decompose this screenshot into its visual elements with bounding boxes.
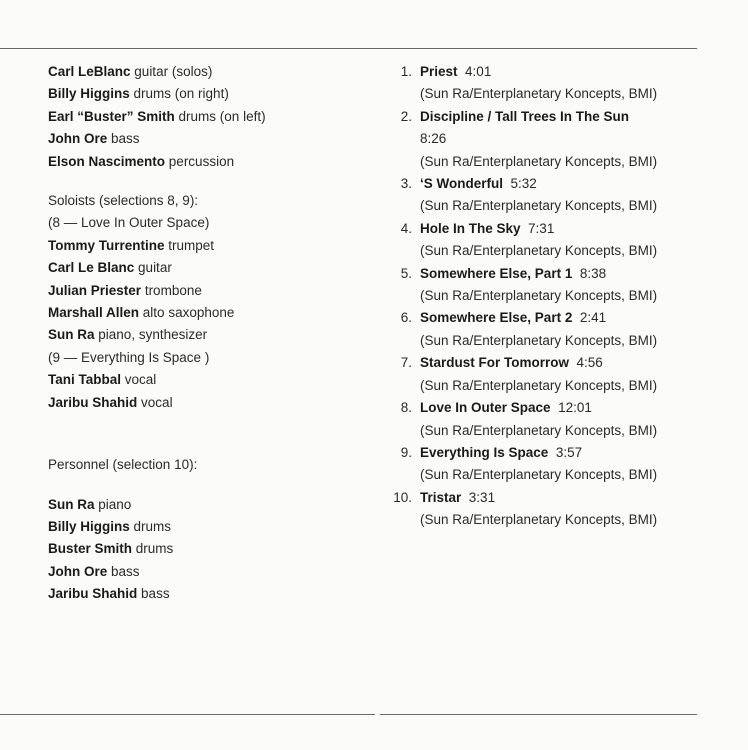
musician-name: Sun Ra [48,496,95,512]
musician-role: alto saxophone [142,305,235,321]
track-title: Somewhere Else, Part 1 [420,265,573,281]
track-credit: (Sun Ra/Enterplanetary Koncepts, BMI) [420,332,658,348]
personnel-row [48,583,378,605]
musician-role: drums [135,541,174,557]
musician-role: drums [133,518,172,534]
musician-role: vocal [141,394,173,410]
track-number: 10. [393,489,412,505]
musician-role: vocal [124,372,157,388]
personnel-row [48,324,378,346]
track-list [386,61,706,532]
track-credit: (Sun Ra/Enterplanetary Koncepts, BMI) [420,153,658,169]
personnel-row [48,128,378,150]
personnel-row [48,392,378,414]
track-credit: (Sun Ra/Enterplanetary Koncepts, BMI) [420,377,658,393]
track-item [386,397,706,442]
track-item [386,442,706,487]
personnel-heading: Personnel (selection 10): [48,457,198,473]
bottom-divider-left [0,714,375,715]
track-item [386,173,706,218]
personnel-row [48,561,378,583]
track-item [386,106,706,173]
musician-role: percussion [168,153,235,169]
track-item [386,218,706,263]
musician-name: Elson Nascimento [48,153,166,169]
personnel-row [48,257,378,279]
top-divider [0,48,697,49]
track-number: 1. [400,64,412,79]
personnel-row [48,369,378,391]
selection-8-subheading: (8 — Love In Outer Space) [48,215,210,231]
personnel-column [48,61,378,606]
track-title: Everything Is Space [420,444,549,460]
track-item [386,263,706,308]
musician-role: piano, synthesizer [98,327,208,343]
track-credit: (Sun Ra/Enterplanetary Koncepts, BMI) [420,512,658,528]
personnel-group-2 [48,235,378,347]
musician-role: piano [98,496,132,512]
musician-name: Carl Le Blanc [48,260,135,276]
musician-role: trombone [144,282,202,298]
musician-role: guitar [138,260,172,276]
track-time: 3:31 [468,489,496,505]
musician-name: Earl “Buster” Smith [48,108,175,124]
track-number: 6. [400,310,412,326]
track-title: Love In Outer Space [420,400,551,416]
track-time: 7:31 [528,220,555,236]
musician-name: John Ore [48,131,108,147]
track-number: 3. [400,176,412,192]
track-title: Stardust For Tomorrow [420,355,570,371]
track-title: Somewhere Else, Part 2 [420,310,573,326]
personnel-group-3 [48,369,378,414]
track-number: 2. [400,108,412,124]
musician-name: Julian Priester [48,282,142,298]
track-title: Discipline / Tall Trees In The Sun [420,108,630,124]
musician-name: Sun Ra [48,327,95,343]
track-number: 8. [400,400,412,416]
personnel-row [48,280,378,302]
personnel-row [48,538,378,560]
track-title: Priest [420,64,458,79]
track-time: 8:38 [579,265,607,281]
track-time: 2:41 [579,310,607,326]
track-credit: (Sun Ra/Enterplanetary Koncepts, BMI) [420,86,658,102]
personnel-row [48,83,378,105]
track-number: 4. [400,220,412,236]
musician-name: Jaribu Shahid [48,586,138,602]
track-time: 3:57 [555,444,583,460]
musician-role: drums (on left) [178,108,266,124]
track-title: Hole In The Sky [420,220,521,236]
bottom-divider-right [380,714,697,715]
personnel-group-1 [48,61,378,173]
musician-name: Buster Smith [48,541,133,557]
soloists-heading: Soloists (selections 8, 9): [48,193,199,209]
musician-role: guitar (solos) [134,64,213,79]
musician-name: Carl LeBlanc [48,64,131,79]
selection-9-subheading: (9 — Everything Is Space ) [48,349,210,365]
track-item [386,352,706,397]
musician-role: bass [141,586,170,602]
track-credit: (Sun Ra/Enterplanetary Koncepts, BMI) [420,467,658,483]
track-item [386,61,706,106]
musician-name: Billy Higgins [48,518,130,534]
track-number: 7. [400,355,412,371]
musician-name: Tommy Turrentine [48,237,165,253]
track-title: ‘S Wonderful [420,176,503,192]
track-time: 5:32 [510,176,537,192]
musician-name: Jaribu Shahid [48,394,138,410]
track-time: 12:01 [558,400,592,416]
musician-name: Billy Higgins [48,86,130,102]
personnel-row [48,235,378,257]
musician-name: John Ore [48,563,108,579]
musician-role: trumpet [168,237,215,253]
track-credit: (Sun Ra/Enterplanetary Koncepts, BMI) [420,198,658,214]
musician-role: bass [111,131,140,147]
track-title: Tristar [420,489,462,505]
musician-name: Marshall Allen [48,305,140,321]
personnel-row [48,151,378,173]
track-item [386,487,706,532]
musician-name: Tani Tabbal [48,372,122,388]
musician-role: drums (on right) [133,86,229,102]
track-number: 5. [400,265,412,281]
personnel-row [48,302,378,324]
track-time: 4:01 [465,64,492,79]
track-number: 9. [400,444,412,460]
personnel-row [48,516,378,538]
track-credit: (Sun Ra/Enterplanetary Koncepts, BMI) [420,422,658,438]
track-credit: (Sun Ra/Enterplanetary Koncepts, BMI) [420,288,658,304]
track-time: 8:26 [420,131,447,147]
personnel-row [48,494,378,516]
track-time: 4:56 [576,355,603,371]
track-item [386,307,706,352]
personnel-group-4 [48,494,378,606]
track-credit: (Sun Ra/Enterplanetary Koncepts, BMI) [420,243,658,259]
personnel-row [48,61,378,83]
musician-role: bass [111,563,140,579]
personnel-row [48,106,378,128]
